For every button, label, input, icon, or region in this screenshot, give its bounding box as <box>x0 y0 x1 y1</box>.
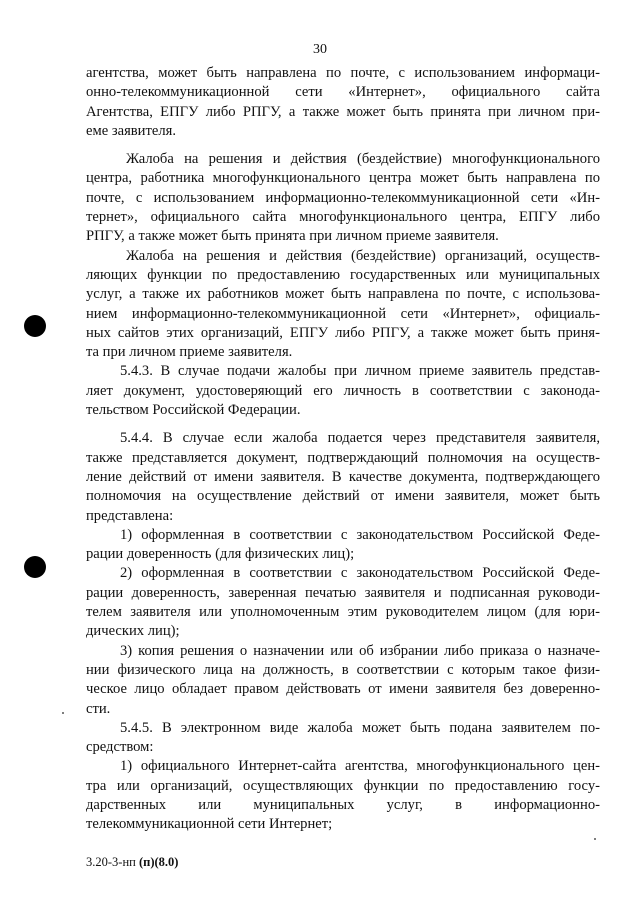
paragraph-gap <box>86 420 600 429</box>
text-line: тельством Российской Федерации. <box>86 402 301 419</box>
punch-hole-mark-lower <box>24 556 46 578</box>
scan-speck <box>62 712 64 714</box>
text-line: средством: <box>86 739 154 756</box>
text-line: РПГУ, а также может быть принята при личном приеме заявителя. <box>86 228 499 245</box>
text-line: онно-телекоммуникационной сети «Интернет», официального сайта <box>86 84 600 101</box>
text-line: ление действий от имени заявителя. В качестве документа, подтверждающего <box>86 468 600 485</box>
text-line: ных сайтов этих организаций, ЕПГУ либо РПГУ, а также может быть приня- <box>86 324 600 341</box>
text-line: тернет», официального сайта многофункционального центра, ЕПГУ либо <box>86 209 600 226</box>
text-line: рации доверенность (для физических лиц); <box>86 546 355 563</box>
text-line: 5.4.5. В электронном виде жалоба может быть подана заявителем по- <box>120 719 600 736</box>
text-line: услуг, а также их работников может быть направлена по почте, с использова- <box>86 286 600 303</box>
text-line: та при личном приеме заявителя. <box>86 344 293 361</box>
text-line: центра, работника многофункционального центра может быть направлена по <box>86 170 600 187</box>
text-line: еме заявителя. <box>86 122 176 139</box>
text-line: телем заявителя или уполномоченным этим руководителем лицом (для юри- <box>86 604 600 621</box>
text-line: тра или организаций, осуществляющих функции по предоставлению госу- <box>86 777 600 794</box>
text-line: дарственных или муниципальных услуг, в информационно- <box>86 796 600 813</box>
doc-code-bold: (п) <box>138 855 155 869</box>
text-line: ляющих функции по предоставлению государственных или муниципальных <box>86 266 600 283</box>
text-line: 5.4.3. В случае подачи жалобы при личном приеме заявитель представ- <box>120 363 600 380</box>
text-line: 2) оформленная в соответствии с законодательством Российской Феде- <box>120 565 600 582</box>
text-line: почте, с использованием информационно-телекоммуникационной сети «Ин- <box>86 189 600 206</box>
text-line: дических лиц); <box>86 623 180 640</box>
document-body <box>86 64 600 835</box>
text-line: Агентства, ЕПГУ либо РПГУ, а также может быть принята при личном при- <box>86 103 600 120</box>
text-line: нием информационно-телекоммуникационной сети «Интернет», официаль- <box>86 305 600 322</box>
text-line: Жалоба на решения и действия (бездействие) организаций, осуществ- <box>126 247 600 264</box>
text-line: агентства, может быть направлена по почте, с использованием информаци- <box>86 65 600 81</box>
text-line: 5.4.4. В случае если жалоба подается через представителя заявителя, <box>120 430 600 447</box>
text-line: Жалоба на решения и действия (бездействие) многофункционального <box>126 151 600 168</box>
text-line: полномочия на осуществление действий от имени заявителя, может быть <box>86 488 600 505</box>
text-line: также представляется документ, подтверждающий полномочия на осуществ- <box>86 449 600 466</box>
text-line: 1) официального Интернет-сайта агентства, многофункционального цен- <box>120 758 600 775</box>
doc-code-prefix: 3.20-3-нп <box>86 855 139 869</box>
document-code <box>86 855 178 870</box>
text-line: ляет документ, удостоверяющий его личность в соответствии с законода- <box>86 382 600 399</box>
page-number: 30 <box>313 42 327 57</box>
text-line: 3) копия решения о назначении или об избрании либо приказа о назначе- <box>120 642 600 659</box>
text-line: рации доверенность, заверенная печатью заявителя и подписанная руководи- <box>86 584 600 601</box>
text-line: телекоммуникационной сети Интернет; <box>86 816 333 833</box>
text-line: 1) оформленная в соответствии с законодательством Российской Феде- <box>120 526 600 543</box>
scan-speck <box>594 838 596 840</box>
punch-hole-mark-upper <box>24 315 46 337</box>
paragraph-gap <box>86 141 600 150</box>
text-line: ческое лицо обладает правом действовать от имени заявителя без доверенно- <box>86 681 600 698</box>
text-line: сти. <box>86 700 111 717</box>
doc-code-suffix: (8.0) <box>154 855 179 869</box>
text-line: нии физического лица на должность, в соответствии с которым такое физи- <box>86 661 600 678</box>
text-line: представлена: <box>86 507 174 524</box>
